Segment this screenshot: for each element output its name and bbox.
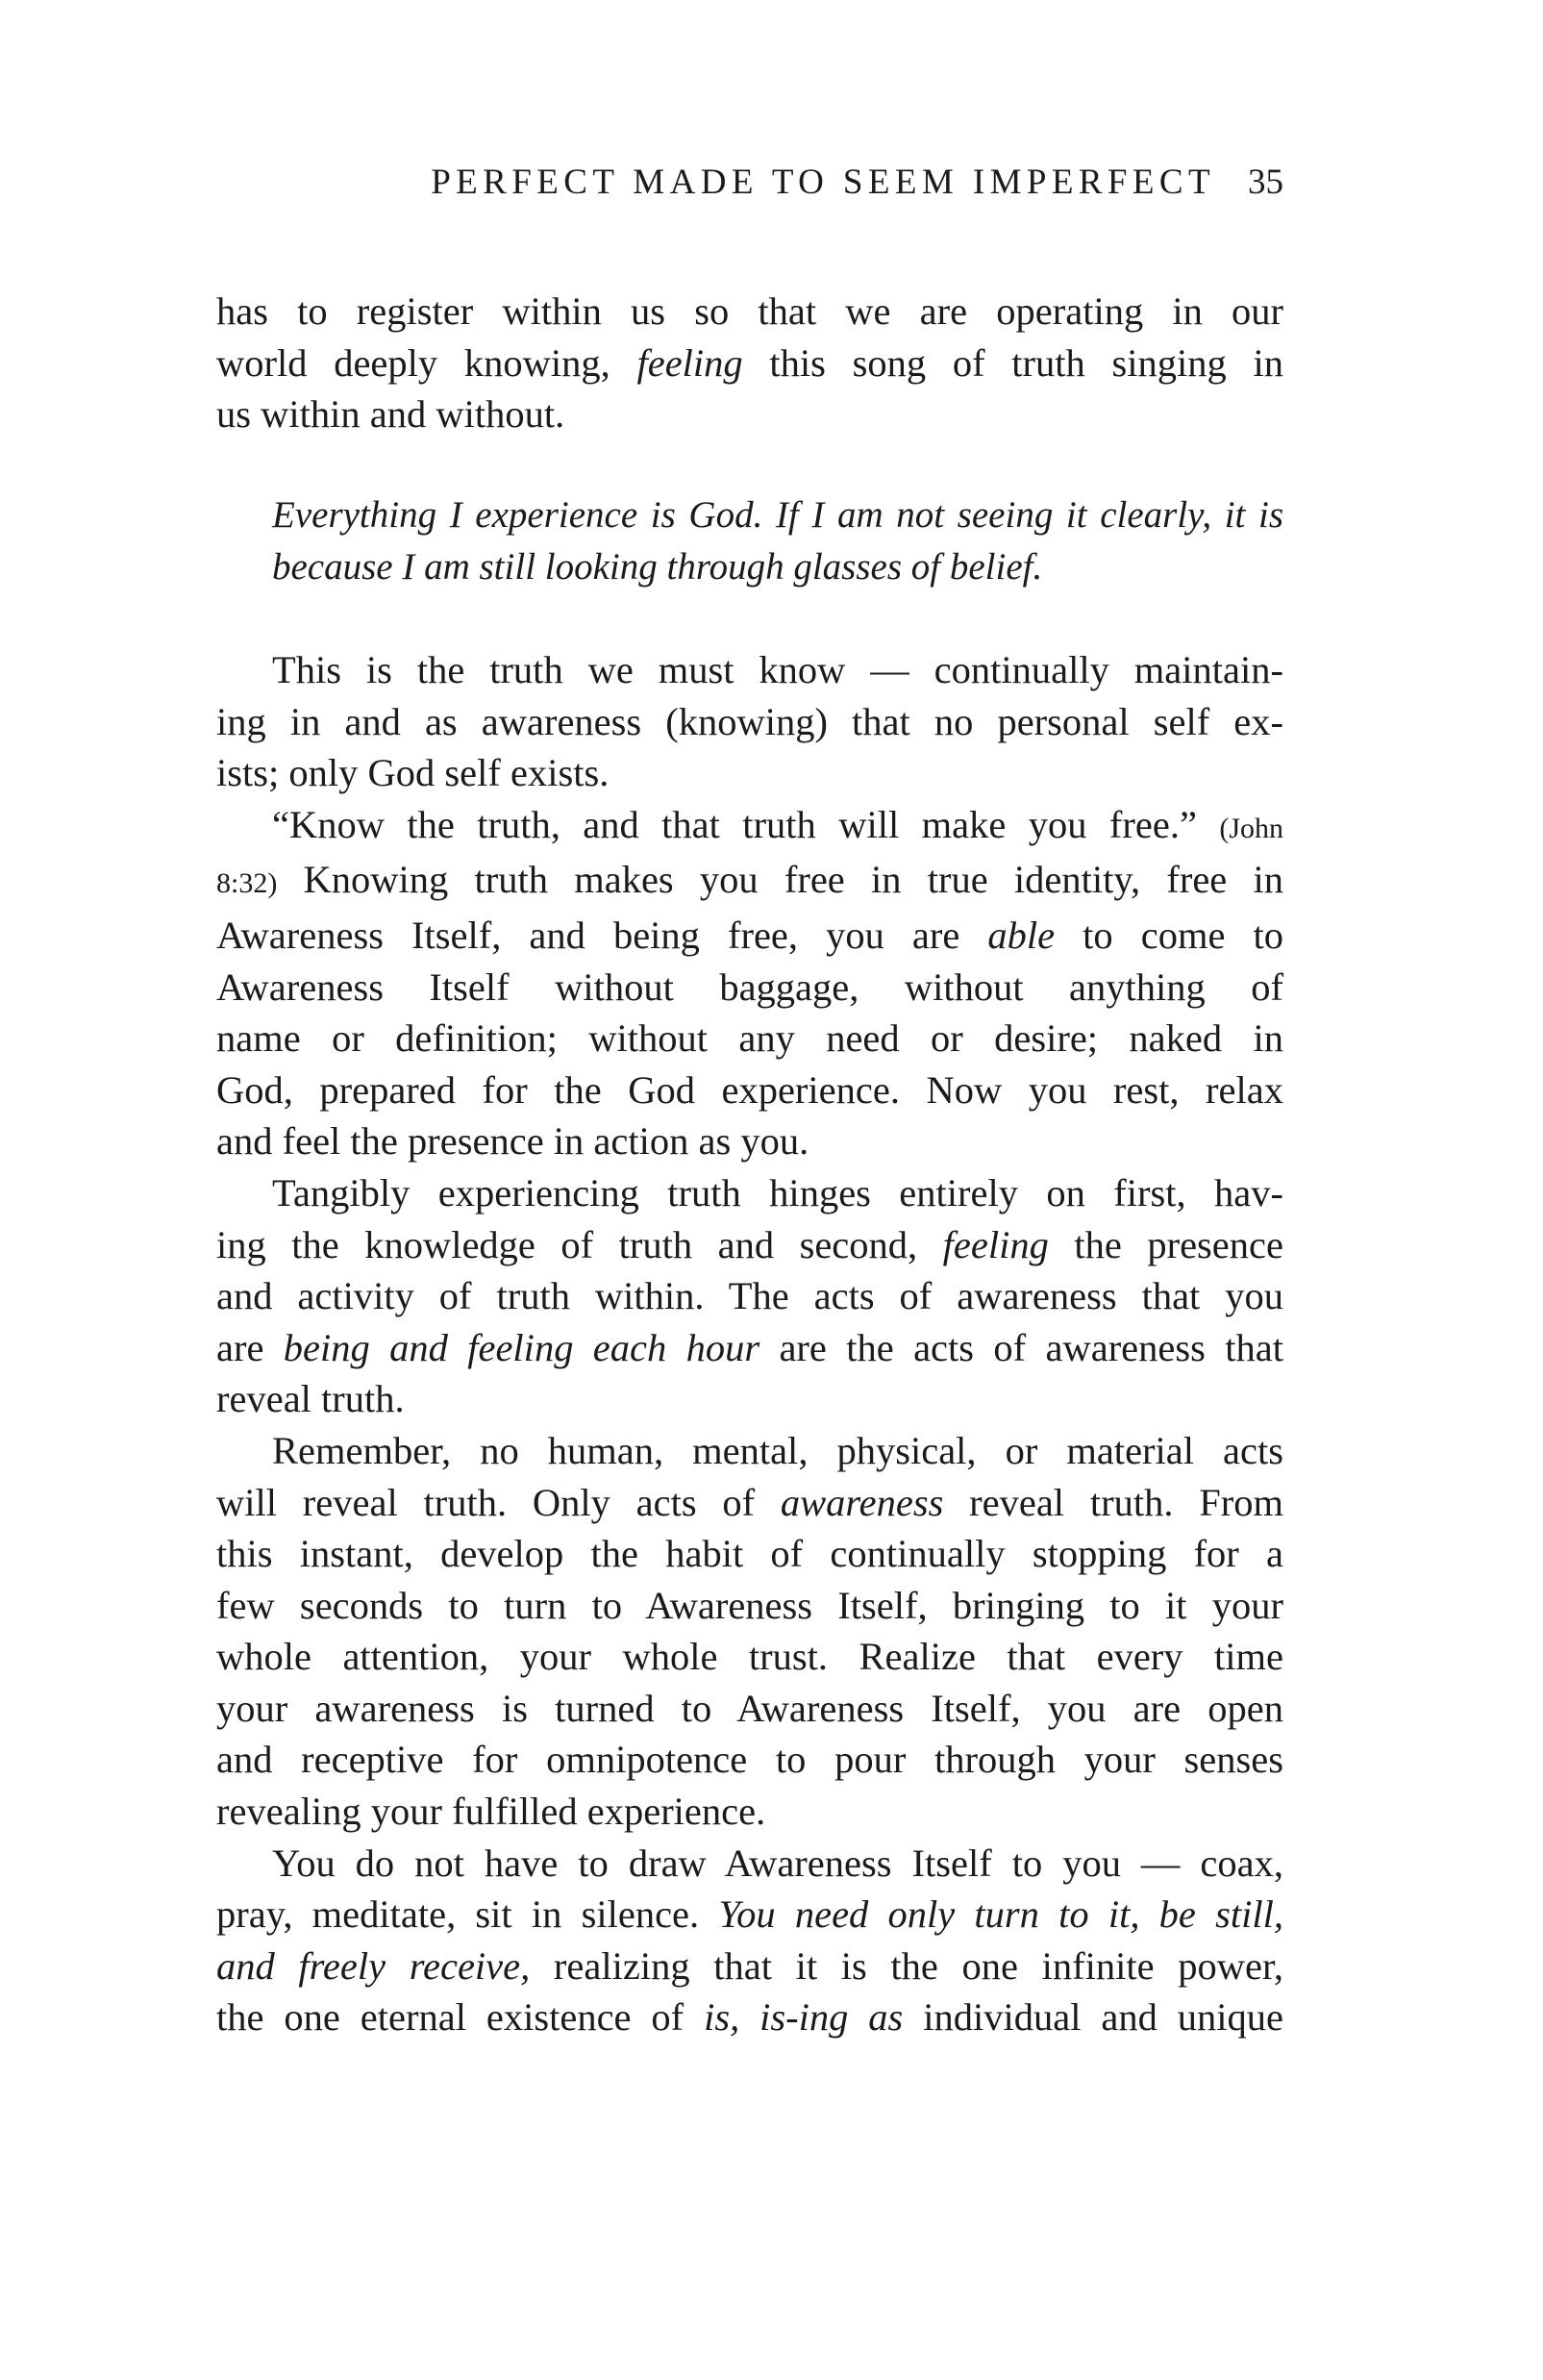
emphasis: and freely receive, xyxy=(216,1943,531,1988)
text-line: name or definition; without any need or desire; naked in xyxy=(216,1016,1283,1061)
text-line: are being and feeling each hour are the acts of awareness that xyxy=(216,1325,1283,1369)
running-head-title: PERFECT MADE TO SEEM IMPERFECT xyxy=(431,163,1215,202)
emphasis: able xyxy=(987,913,1056,957)
text-line: 8:32) Knowing truth makes you free in true identity, free in xyxy=(216,858,1283,902)
text-line: your awareness is turned to Awareness Itself, you are open xyxy=(216,1686,1283,1730)
text-line: Tangibly experiencing truth hinges entirely on first, hav- xyxy=(272,1170,1283,1215)
text-line: and receptive for omnipotence to pour through your senses xyxy=(216,1738,1283,1782)
emphasis: feeling xyxy=(942,1222,1049,1266)
text-line: God, prepared for the God experience. Now you rest, relax xyxy=(216,1067,1283,1112)
text-line: Awareness Itself, and being free, you are able to come to xyxy=(216,913,1283,957)
text-line: will reveal truth. Only acts of awareness reveal truth. From xyxy=(216,1480,1283,1524)
emphasis: You need only turn to it, be still, xyxy=(718,1892,1283,1937)
paragraph-continued xyxy=(216,286,1283,440)
text-line: because I am still looking through glasses of belief. xyxy=(272,545,1043,588)
citation: (John xyxy=(1219,812,1283,844)
text-line: and activity of truth within. The acts of awareness that you xyxy=(216,1274,1283,1318)
text-line: This is the truth we must know — continually maintain- xyxy=(272,648,1283,691)
text-line: ing in and as awareness (knowing) that no personal self ex- xyxy=(216,699,1283,743)
italic-affirmation xyxy=(272,489,1283,592)
text-line: ists; only God self exists. xyxy=(216,751,610,795)
citation: 8:32) xyxy=(216,867,278,900)
text-line: and freely receive, realizing that it is the one infinite power, xyxy=(216,1943,1283,1988)
text-line: ing the knowledge of truth and second, feeling the presence xyxy=(216,1222,1283,1266)
text-line: Everything I experience is God. If I am not seeing it clearly, it is xyxy=(272,494,1283,536)
emphasis: feeling xyxy=(636,340,743,385)
text-line: this instant, develop the habit of continually stopping for a xyxy=(216,1532,1283,1576)
text-line: reveal truth. xyxy=(216,1377,405,1421)
text-line: “Know the truth, and that truth will make you free.” (John xyxy=(272,802,1283,846)
text-line: You do not have to draw Awareness Itself to you — coax, xyxy=(272,1841,1283,1885)
body-text xyxy=(216,644,1283,2043)
text-line: the one eternal existence of is, is-ing as individual and unique xyxy=(216,1995,1283,2040)
emphasis: is, is-ing as xyxy=(704,1995,904,2040)
text-line: few seconds to turn to Awareness Itself, bringing to it your xyxy=(216,1583,1283,1627)
running-head xyxy=(216,162,1283,203)
text-line: Awareness Itself without baggage, without anything of xyxy=(216,965,1283,1009)
text-line: pray, meditate, sit in silence. You need only turn to it, be still, xyxy=(216,1892,1283,1937)
text-line: has to register within us so that we are operating in our xyxy=(216,289,1283,333)
emphasis: awareness xyxy=(780,1480,944,1524)
text-line: us within and without. xyxy=(216,392,565,437)
page-number: 35 xyxy=(1248,163,1283,202)
text-line: revealing your fulfilled experience. xyxy=(216,1790,766,1834)
text-line: world deeply knowing, feeling this song of truth singing in xyxy=(216,340,1283,385)
text-line: and feel the presence in action as you. xyxy=(216,1119,809,1164)
emphasis: being and feeling each hour xyxy=(283,1325,760,1369)
text-line: Remember, no human, mental, physical, or material acts xyxy=(272,1428,1283,1472)
text-line: whole attention, your whole trust. Realize that every time xyxy=(216,1635,1283,1679)
